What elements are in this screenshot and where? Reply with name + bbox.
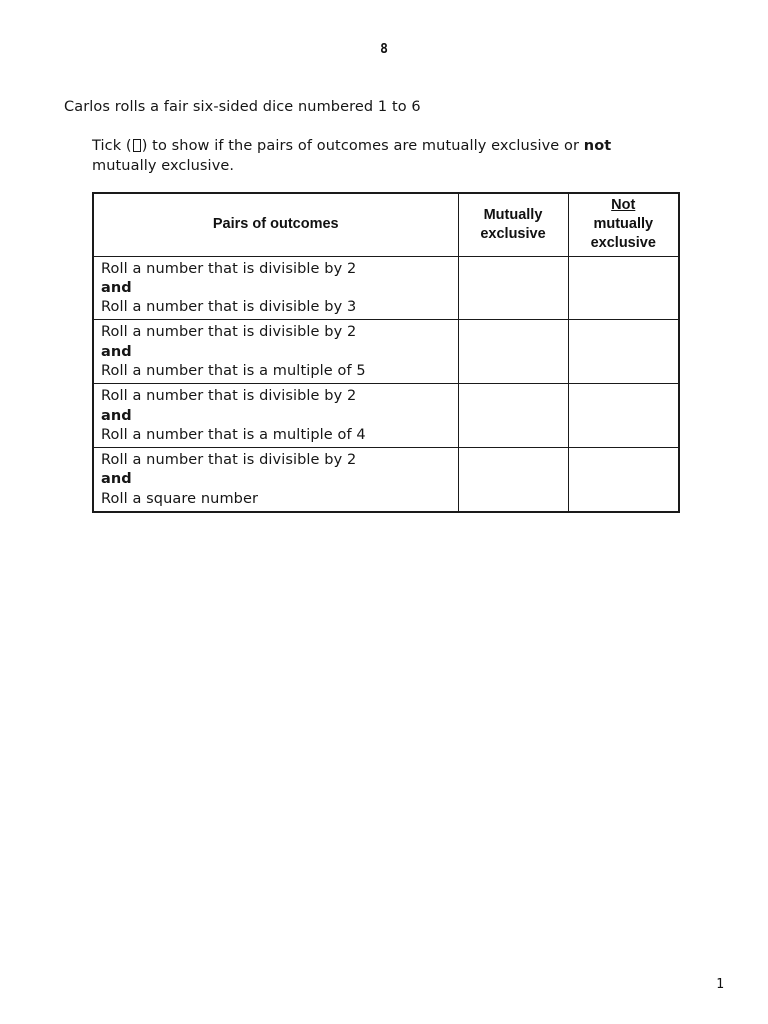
pairs-cell-row4 (93, 448, 458, 512)
row2-outcome-a: Roll a number that is divisible by 2 (101, 324, 357, 341)
instruction-prefix: Tick ( (92, 138, 132, 154)
table-row (93, 384, 679, 448)
row4-outcome-a: Roll a number that is divisible by 2 (101, 452, 357, 469)
instruction-bold-not: not (583, 138, 612, 154)
tick-cell-row4-mutually-exclusive[interactable] (458, 448, 568, 512)
question-intro-text: Carlos rolls a fair six-sided dice numbered 1 to 6 (64, 99, 421, 115)
tick-cell-row2-not-mutually-exclusive[interactable] (568, 320, 679, 384)
bottom-page-number: 1 (716, 977, 724, 992)
row2-conjunction: and (101, 343, 132, 360)
tick-cell-row3-not-mutually-exclusive[interactable] (568, 384, 679, 448)
header-pairs-of-outcomes: Pairs of outcomes (93, 193, 458, 256)
row1-outcome-a: Roll a number that is divisible by 2 (101, 260, 357, 277)
header-not-word: Not (611, 197, 636, 214)
tick-cell-row2-mutually-exclusive[interactable] (458, 320, 568, 384)
header-not-mutually-exclusive (568, 193, 679, 256)
header-not-rest: mutually exclusive (590, 216, 656, 252)
row3-outcome-a: Roll a number that is divisible by 2 (101, 388, 357, 405)
header-mutually-exclusive: Mutually exclusive (458, 193, 568, 256)
instruction-middle: ) to show if the pairs of outcomes are mutually exclusive or (141, 138, 584, 154)
tick-box-glyph-icon (133, 139, 141, 152)
row4-outcome-b: Roll a square number (101, 490, 259, 507)
tick-cell-row1-not-mutually-exclusive[interactable] (568, 256, 679, 320)
outcomes-table (92, 192, 680, 513)
pairs-cell-row1 (93, 256, 458, 320)
row3-conjunction: and (101, 407, 132, 424)
row1-outcome-b: Roll a number that is divisible by 3 (101, 299, 357, 316)
tick-cell-row1-mutually-exclusive[interactable] (458, 256, 568, 320)
instruction-line2: mutually exclusive. (92, 158, 235, 174)
question-instruction (92, 136, 692, 176)
table-row (93, 256, 679, 320)
top-page-number: 8 (380, 42, 388, 57)
tick-cell-row4-not-mutually-exclusive[interactable] (568, 448, 679, 512)
row4-conjunction: and (101, 471, 132, 488)
tick-cell-row3-mutually-exclusive[interactable] (458, 384, 568, 448)
outcomes-table-header (93, 193, 679, 256)
table-row (93, 320, 679, 384)
table-row (93, 448, 679, 512)
pairs-cell-row3 (93, 384, 458, 448)
row1-conjunction: and (101, 279, 132, 296)
row2-outcome-b: Roll a number that is a multiple of 5 (101, 362, 366, 379)
row3-outcome-b: Roll a number that is a multiple of 4 (101, 426, 366, 443)
pairs-cell-row2 (93, 320, 458, 384)
